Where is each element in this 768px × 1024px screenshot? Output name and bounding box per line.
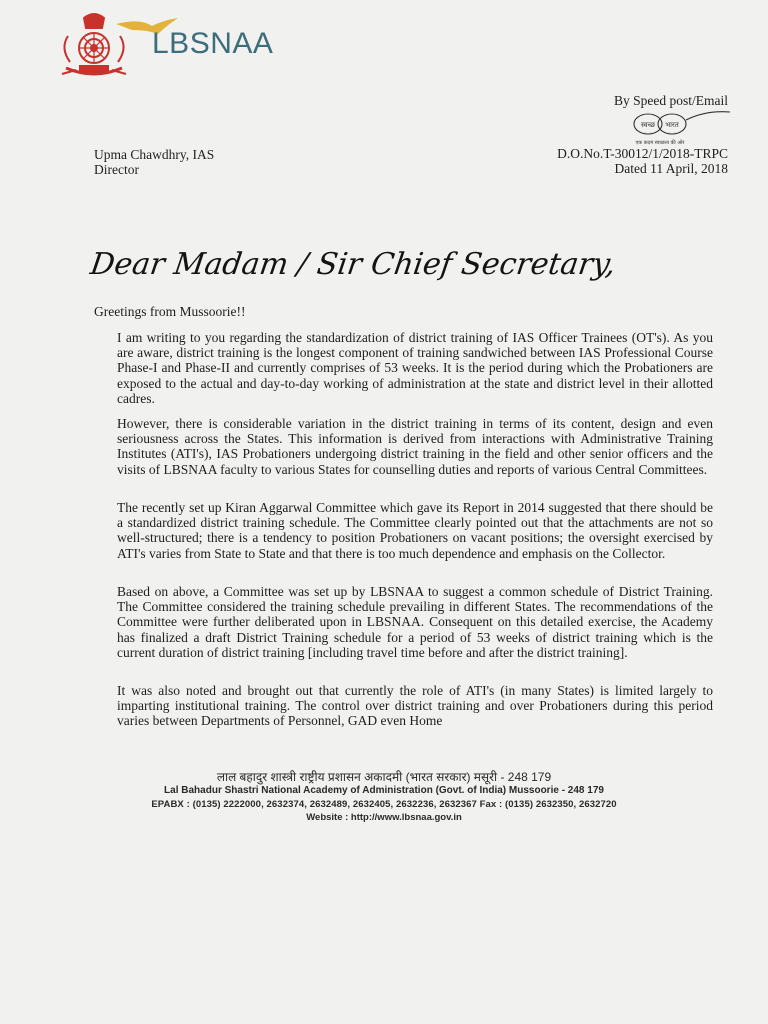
body-paragraph-4: Based on above, a Committee was set up by LBSNAA to suggest a common schedule of District Training. The Committee considered the training schedule prevailing in different States. The recommendations of the Committee were further deliberated upon in LBSNAA. Consequent on this detailed exercise, the Academy has finalized a draft District Training schedule for a period of 53 weeks of district training which is the current duration of district training [including travel time before and after the district training]. <box>117 584 713 660</box>
footer-hindi-address: लाल बहादुर शास्त्री राष्ट्रीय प्रशासन अकादमी (भारत सरकार) मसूरी - 248 179 <box>216 770 552 784</box>
delivery-mode: By Speed post/Email <box>614 93 728 108</box>
footer-phone-numbers: EPABX : (0135) 2222000, 2632374, 2632489, 2632405, 2632236, 2632367 Fax : (0135) 2632350, 2632720 <box>151 799 617 810</box>
footer-address: Lal Bahadur Shastri National Academy of Administration (Govt. of India) Mussoorie - 248 179 <box>164 785 604 796</box>
body-paragraph-1: I am writing to you regarding the standardization of district training of IAS Officer Trainees (OT's). As you are aware, district training is the longest component of training sandwiched between IAS Professional Course Phase-I and Phase-II and currently comprises of 53 weeks. It is the period during which the Probationers are exposed to the actual and day-to-day working of administration at the state and district level in their allotted cadres. <box>117 330 713 406</box>
salutation-text: Dear Madam / Sir Chief Secretary, <box>88 247 618 282</box>
footer-website[interactable]: Website : http://www.lbsnaa.gov.in <box>306 812 462 823</box>
swachh-bharat-logo <box>626 108 732 148</box>
sender-block <box>94 147 214 177</box>
stamp-caption: एक कदम स्वच्छता की ओर <box>635 140 685 146</box>
brand-wordmark: LBSNAA <box>152 27 274 60</box>
stamp-label-right: भारत <box>665 121 679 129</box>
reference-number: D.O.No.T-30012/1/2018-TRPC <box>557 146 728 161</box>
body-paragraph-3: The recently set up Kiran Aggarwal Committee which gave its Report in 2014 suggested that there should be a standardized district training schedule. The Committee clearly pointed out that the attachments are not so well-structured; there is a tendency to position Probationers on vacant positions; the oversight exercised by ATI's varies from State to State and that there is too much dependence and emphasis on the Collector. <box>117 500 713 561</box>
reference-date: Dated 11 April, 2018 <box>614 161 728 176</box>
reference-block <box>557 146 728 176</box>
sender-name: Upma Chawdhry, IAS <box>94 147 215 162</box>
greeting: Greetings from Mussoorie!! <box>94 304 246 319</box>
stamp-label-left: स्वच्छ <box>640 121 656 129</box>
body-paragraph-5: It was also noted and brought out that currently the role of ATI's (in many States) is limited largely to imparting institutional training. The control over district training and over Probationers during this period varies between Departments of Personnel, GAD even Home <box>117 683 713 729</box>
body-paragraph-2: However, there is considerable variation in the district training in terms of its content, design and even seriousness across the States. This information is derived from interactions with Administrative Training Institutes (ATI's), IAS Probationers undergoing district training in the field and other senior officers and the visits of LBSNAA faculty to various States for counselling duties and reports of various Central Committees. <box>117 416 713 477</box>
handwritten-salutation <box>88 240 618 298</box>
sender-title: Director <box>94 162 139 177</box>
